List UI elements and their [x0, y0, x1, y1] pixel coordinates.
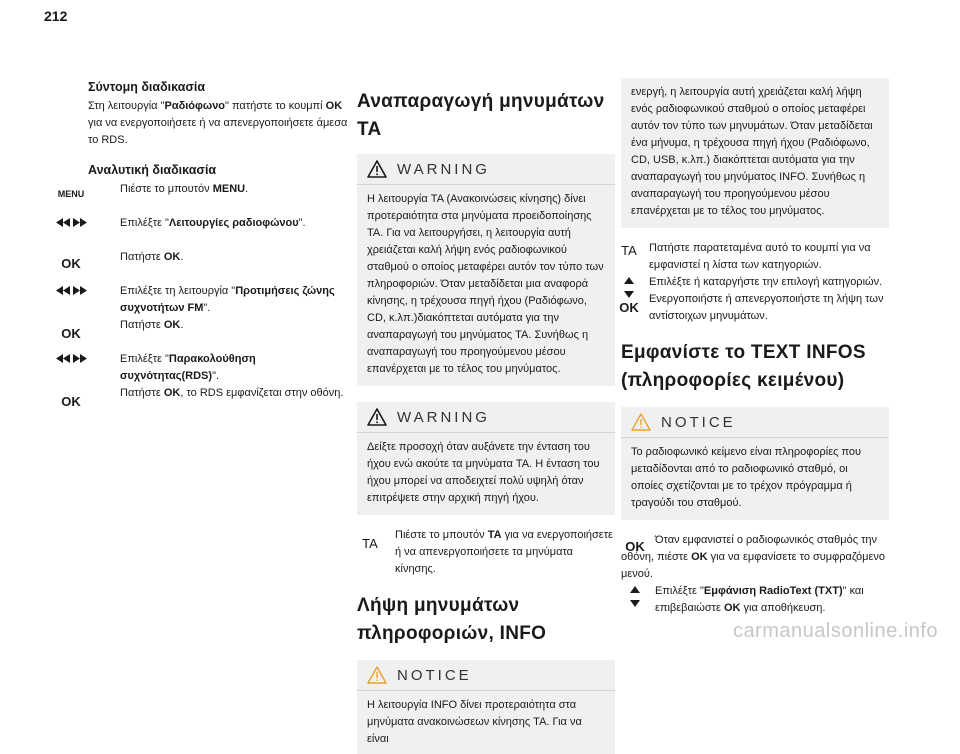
ok-button-icon: OK	[61, 394, 81, 409]
info-section-title: Λήψη μηνυμάτων πληροφοριών, INFO	[357, 595, 547, 644]
ta-button-icon: TA	[621, 243, 637, 258]
step-press-ok-3: OK Πατήστε OK, το RDS εμφανίζεται στην οθόνη.	[56, 385, 350, 415]
warning-text: Δείξτε προσοχή όταν αυξάνετε την ένταση του ήχου ενώ ακούτε τα μηνύματα TA. Η ένταση του ήχου μπορεί να αποδειχτεί πολύ υψηλή όταν επιτρέψετε στην αρχική πηγή ήχου.	[367, 441, 600, 504]
watermark: carmanualsonline.info	[732, 620, 938, 642]
notice-text-continued: ενεργή, η λειτουργία αυτή χρειάζεται καλή λήψη ενός ραδιοφωνικού σταθμού ο οποίος μεταφέρει αυτόν τον τύπο των μηνυμάτων. Όταν μεταδίδεται ένα μήνυμα, η τρέχουσα πηγή ήχου (Ραδιόφωνο, CD, USB, κ.λπ.) διακόπτεται αυτόματα για την αναπαραγωγή του μηνύματος INFO. Συνήθως η αναπαραγωγή του προηγούμενου μέσου επανέρχεται με το τέλος του μηνύματος.	[631, 86, 873, 217]
notice-header	[621, 407, 889, 438]
notice-triangle-icon	[367, 666, 387, 684]
notice-text: Η λειτουργία INFO δίνει προτεραιότητα στα μηνύματα ανακοινώσεων κίνησης TA. Για να είναι	[367, 699, 582, 745]
column-2	[357, 88, 615, 754]
menu-button-icon: MENU	[57, 189, 85, 199]
step-press-ok-1: OK Πατήστε OK.	[56, 249, 350, 277]
step-select-radio-functions: Επιλέξτε "Λειτουργίες ραδιοφώνου".	[56, 215, 350, 241]
text-step-select: Επιλέξτε "Εμφάνιση RadioText (TXT)" και επιβεβαιώστε OK για αποθήκευση.	[621, 583, 889, 617]
notice-label: NOTICE	[661, 413, 736, 431]
detailed-procedure-title: Αναλυτική διαδικασία	[88, 163, 217, 177]
short-procedure-title: Σύντομη διαδικασία	[88, 80, 206, 94]
step-select-fm-preferences: Επιλέξτε τη λειτουργία "Προτιμήσεις ζώνης συχνοτήτων FM".	[56, 283, 350, 317]
up-down-arrows-icon	[621, 584, 649, 614]
notice-label: NOTICE	[397, 666, 472, 684]
step-press-menu: MENU Πιέστε το μπουτόν MENU.	[56, 181, 350, 205]
ta-button-icon: TA	[362, 536, 378, 551]
warning-label: WARNING	[397, 160, 490, 178]
warning-header	[357, 402, 615, 433]
ok-button-icon: OK	[61, 256, 81, 271]
warning-triangle-icon	[367, 160, 387, 178]
text-step-ok	[621, 532, 889, 583]
left-right-arrows-icon	[56, 218, 86, 227]
column-1	[57, 80, 350, 415]
left-right-arrows-icon	[56, 354, 86, 363]
text-step-ok-text: Όταν εμφανιστεί ο ραδιοφωνικός σταθμός την οθόνη, πιέστε OK για να εμφανίσετε το συμφραζόμενο μενού.	[621, 534, 885, 580]
ok-button-icon: OK	[619, 300, 639, 315]
warning-header	[357, 154, 615, 185]
left-right-arrows-icon	[56, 286, 86, 295]
notice-triangle-icon	[631, 413, 651, 431]
notice-box-1	[357, 660, 615, 754]
notice-text: Το ραδιοφωνικό κείμενο είναι πληροφορίες που μεταδίδονται από το ραδιοφωνικό σταθμό, οι οποίες σχετίζονται με το τρέχον πρόγραμμα ή τραγούδι του σταθμού.	[631, 446, 862, 509]
ok-button-icon: OK	[61, 326, 81, 341]
notice-box-2	[621, 407, 889, 520]
ok-button-icon: OK	[625, 539, 645, 554]
page-number: 212	[44, 8, 68, 24]
warning-box-2	[357, 402, 615, 515]
step-press-ok-2: OK Πατήστε OK.	[56, 317, 350, 347]
text-info-section-title: Εμφανίστε το TEXT INFOS (πληροφορίες κειμένου)	[621, 342, 866, 391]
notice-box-continued	[621, 78, 889, 228]
info-step-list: TA Πατήστε παρατεταμένα αυτό το κουμπί για να εμφανιστεί η λίστα των κατηγοριών.	[615, 240, 889, 274]
short-procedure-text: Στη λειτουργία "Ραδιόφωνο" πατήστε το κουμπί OK για να ενεργοποιήσετε ή να απενεργοποιήσετε άμεσα το RDS.	[88, 100, 348, 146]
ta-button-step: TA Πιέστε το μπουτόν TA για να ενεργοποιήσετε ή να απενεργοποιήσετε τα μηνύματα κίνησης.	[357, 527, 615, 578]
info-step-select: Επιλέξτε ή καταργήστε την επιλογή κατηγοριών.	[615, 274, 889, 291]
notice-header	[357, 660, 615, 691]
ta-section-title: Αναπαραγωγή μηνυμάτων TA	[357, 91, 605, 140]
warning-box-1	[357, 154, 615, 386]
warning-label: WARNING	[397, 408, 490, 426]
warning-triangle-icon	[367, 408, 387, 426]
warning-text: Η λειτουργία TA (Ανακοινώσεις κίνησης) δίνει προτεραιότητα στα μηνύματα προειδοποίησης TA. Για να λειτουργήσει, η λειτουργία αυτή χρειάζεται καλή λήψη ενός ραδιοφωνικού σταθμού ο οποίος μεταφέρει αυτόν τον τύπο των πληροφοριών. Όταν μεταδίδεται μια αναφορά κίνησης, η τρέχουσα πηγή ήχου (Ραδιόφωνο, CD, κ.λπ.)διακόπτεται αυτόματα για την αναπαραγωγή του μηνύματος TA. Συνήθως η αναπαραγωγή του προηγούμενου μέσου επανέρχεται με το τέλος του μηνύματος.	[367, 193, 604, 375]
column-3	[621, 78, 889, 617]
step-select-rds: Επιλέξτε "Παρακολούθηση συχνότητας(RDS)".	[56, 351, 350, 385]
info-step-activate: OK Ενεργοποιήστε ή απενεργοποιήστε τη λήψη των αντίστοιχων μηνυμάτων.	[615, 291, 889, 325]
